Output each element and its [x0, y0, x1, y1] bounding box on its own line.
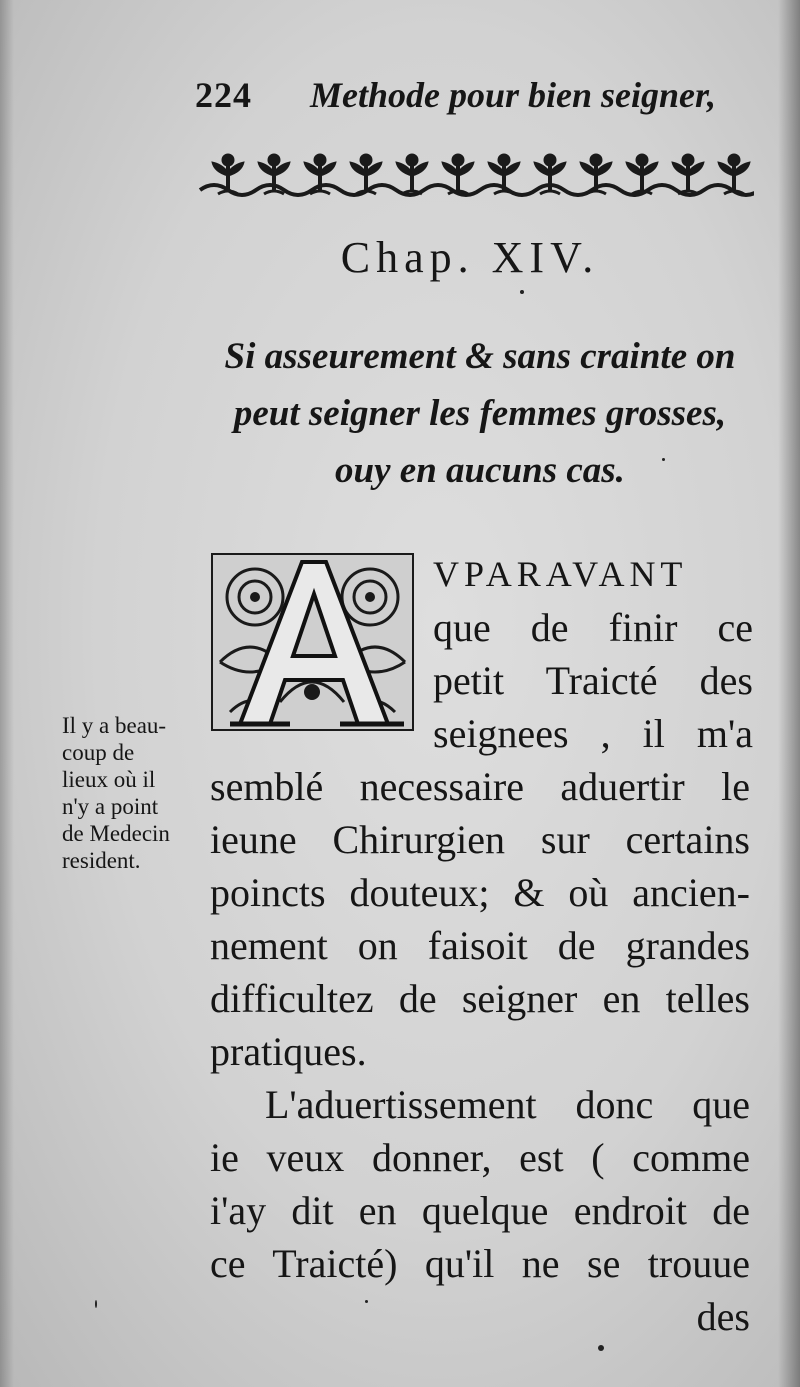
body-text-beside-initial	[433, 548, 753, 760]
body-line: ie veux donner, est ( comme	[210, 1135, 750, 1180]
side-note	[62, 712, 212, 874]
body-line: petit Traicté des	[433, 658, 753, 703]
body-line: difficultez de seigner en telles	[210, 976, 750, 1021]
catchword: des	[696, 1294, 750, 1339]
page-shadow-left	[0, 0, 14, 1387]
side-note-line: de Medecin	[62, 821, 170, 846]
subtitle-line: peut seigner les femmes grosses,	[233, 393, 727, 434]
side-note-line: resident.	[62, 848, 141, 873]
decorated-initial-A-icon	[210, 552, 415, 732]
subtitle-line: Si asseurement & sans crainte on	[224, 336, 736, 377]
body-line: semblé necessaire aduertir le	[210, 764, 750, 809]
body-line: i'ay dit en quelque endroit de	[210, 1188, 750, 1233]
page-header	[195, 74, 735, 124]
running-head: Methode pour bien seigner,	[310, 75, 717, 115]
page-number: 224	[195, 75, 252, 115]
body-line: L'aduertissement donc que	[265, 1082, 750, 1127]
body-line: pratiques.	[210, 1029, 367, 1074]
body-line: poincts douteux; & où ancien-	[210, 870, 750, 915]
side-note-line: coup de	[62, 740, 135, 765]
page-shadow-right	[778, 0, 800, 1387]
body-line: VPARAVANT	[433, 554, 688, 594]
body-line: que de finir ce	[433, 605, 753, 650]
side-note-line: lieux où il	[62, 767, 156, 792]
side-note-line: Il y a beau-	[62, 713, 167, 738]
chapter-title: Chap. XIV.	[340, 233, 600, 282]
body-line: ieune Chirurgien sur certains	[210, 817, 750, 862]
body-line: nement on faisoit de grandes	[210, 923, 750, 968]
fleuron-band-icon	[198, 150, 754, 206]
body-line: ce Traicté) qu'il ne se trouue	[210, 1241, 750, 1286]
side-note-line: n'y a point	[62, 794, 159, 819]
body-text	[210, 760, 750, 1343]
subtitle-line: ouy en aucuns cas.	[335, 450, 625, 491]
chapter-subtitle	[190, 328, 770, 499]
body-line: seignees , il m'a	[433, 711, 753, 756]
